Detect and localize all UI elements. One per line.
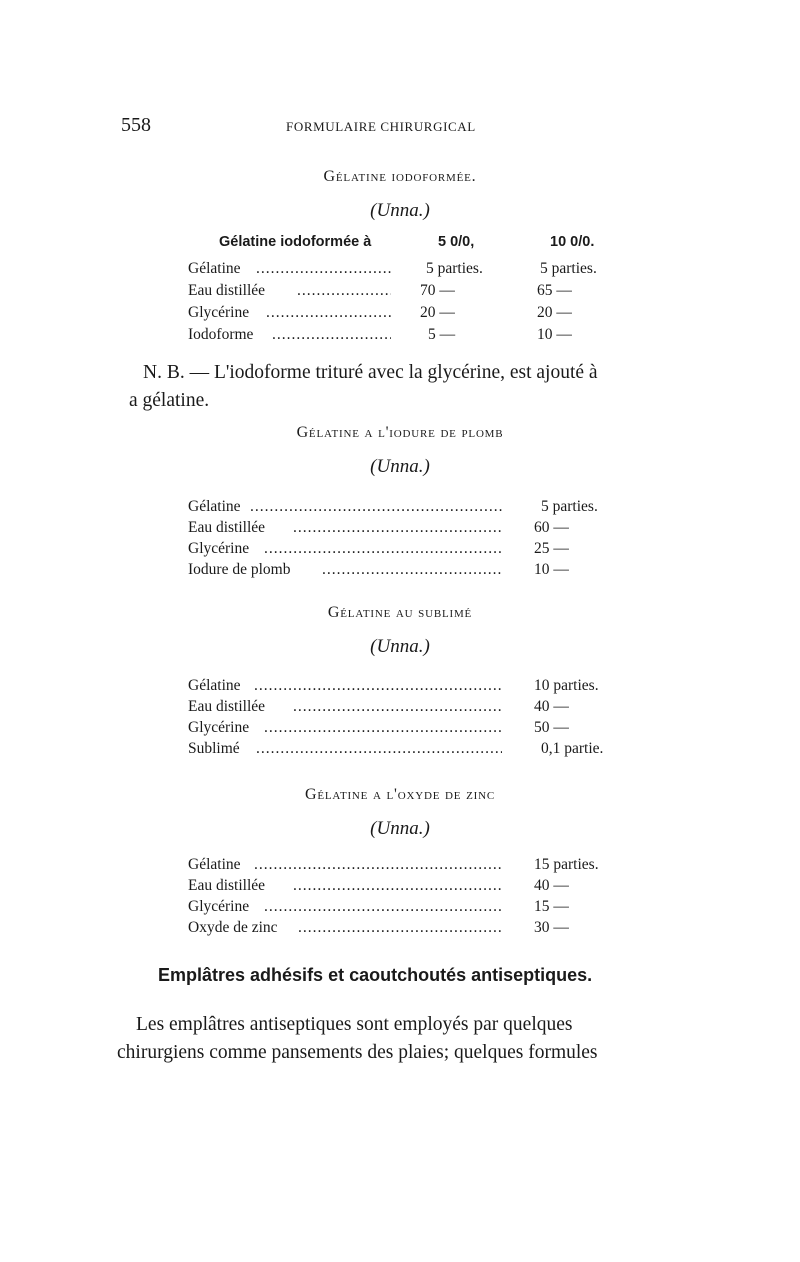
leader-dots (254, 856, 502, 874)
ingredient-label: Gélatine (188, 260, 241, 277)
leader-dots (298, 919, 502, 937)
leader-dots (272, 326, 391, 344)
quantity-value: 40 — (534, 877, 569, 894)
note-line-1: N. B. — L'iodoforme trituré avec la glycérine, est ajouté à (143, 362, 598, 383)
quantity-value: 0,1 partie. (541, 740, 604, 757)
quantity-col1: 70 — (420, 282, 455, 299)
quantity-col2: 5 parties. (540, 260, 597, 277)
quantity-value: 15 parties. (534, 856, 599, 873)
section-title-sublime: Gélatine au sublimé (327, 604, 473, 621)
leader-dots (250, 498, 502, 516)
section-title-oxyde-de-zinc: Gélatine a l'oxyde de zinc (305, 786, 495, 803)
ingredient-label: Iodoforme (188, 326, 254, 343)
ingredient-label: Glycérine (188, 898, 250, 915)
section-author: (Unna.) (370, 456, 430, 477)
table-header-label: Gélatine iodoformée à (219, 234, 372, 250)
quantity-col2: 65 — (537, 282, 572, 299)
quantity-value: 5 parties. (541, 498, 598, 515)
quantity-col1: 20 — (420, 304, 455, 321)
ingredient-label: Eau distillée (188, 698, 266, 715)
note-line-2: a gélatine. (129, 390, 210, 411)
ingredient-label: Gélatine (188, 498, 241, 515)
leader-dots (293, 698, 502, 716)
quantity-value: 15 — (534, 898, 569, 915)
ingredient-label: Eau distillée (188, 282, 266, 299)
quantity-value: 60 — (534, 519, 569, 536)
page-number: 558 (121, 114, 151, 136)
ingredient-label: Glycérine (188, 304, 250, 321)
body-line-2: chirurgiens comme pansements des plaies; quelques formules (117, 1042, 598, 1063)
ingredient-label: Eau distillée (188, 519, 266, 536)
quantity-value: 10 parties. (534, 677, 599, 694)
section-heading: Emplâtres adhésifs et caoutchoutés antiseptiques. (158, 965, 593, 985)
running-head: FORMULAIRE CHIRURGICAL (286, 119, 476, 134)
ingredient-label: Glycérine (188, 540, 250, 557)
ingredient-label: Iodure de plomb (188, 561, 291, 578)
leader-dots (254, 677, 502, 695)
leader-dots (264, 898, 502, 916)
leader-dots (293, 877, 502, 895)
quantity-col1: 5 parties. (426, 260, 483, 277)
section-title-iodoformee: Gélatine iodoformée. (323, 168, 477, 185)
leader-dots (264, 719, 502, 737)
leader-dots (266, 304, 391, 322)
ingredient-label: Oxyde de zinc (188, 919, 278, 936)
quantity-col2: 10 — (537, 326, 572, 343)
quantity-col2: 20 — (537, 304, 572, 321)
section-title-iodure-de-plomb: Gélatine a l'iodure de plomb (296, 424, 504, 441)
quantity-col1: 5 — (428, 326, 456, 343)
table-header-col1: 5 0/0, (438, 234, 475, 250)
leader-dots (293, 519, 502, 537)
quantity-value: 25 — (534, 540, 569, 557)
leader-dots (256, 260, 391, 278)
quantity-value: 10 — (534, 561, 569, 578)
section-author: (Unna.) (370, 636, 430, 657)
section-author: (Unna.) (370, 818, 430, 839)
ingredient-label: Sublimé (188, 740, 240, 757)
section-author: (Unna.) (370, 200, 430, 221)
leader-dots (256, 740, 502, 758)
ingredient-label: Gélatine (188, 856, 241, 873)
quantity-value: 40 — (534, 698, 569, 715)
body-line-1: Les emplâtres antiseptiques sont employés par quelques (136, 1014, 573, 1035)
leader-dots (297, 282, 391, 300)
ingredient-label: Gélatine (188, 677, 241, 694)
quantity-value: 50 — (534, 719, 569, 736)
quantity-value: 30 — (534, 919, 569, 936)
ingredient-label: Eau distillée (188, 877, 266, 894)
ingredient-label: Glycérine (188, 719, 250, 736)
table-header-col2: 10 0/0. (550, 234, 595, 250)
leader-dots (322, 561, 502, 579)
leader-dots (264, 540, 502, 558)
